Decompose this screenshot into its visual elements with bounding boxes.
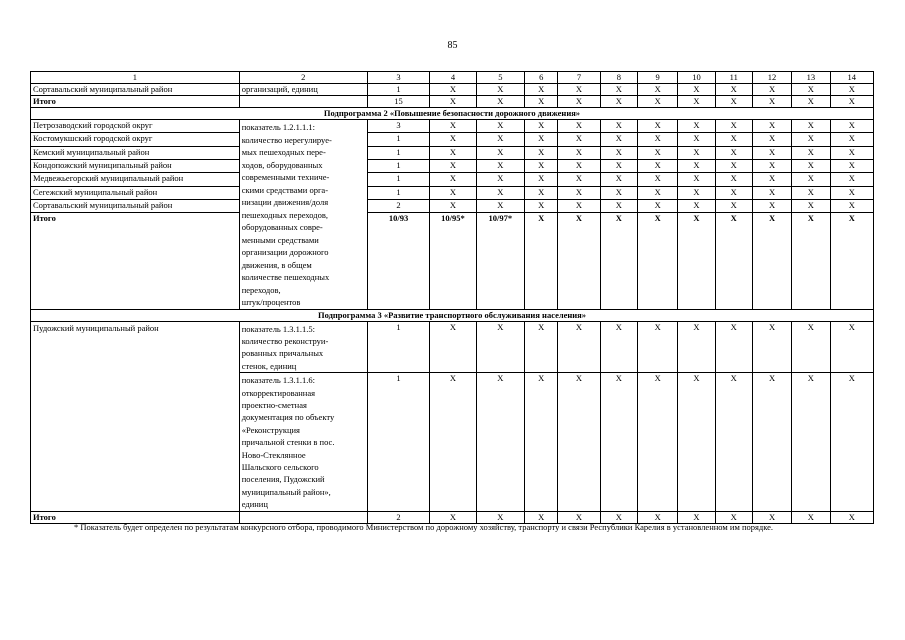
value-cell: X xyxy=(600,373,637,512)
value-cell: X xyxy=(430,186,476,199)
footnote: * Показатель будет определен по результатам конкурсного отбора, проводимого Министерством по дорожному хозяйству, транспорту и связи Республики Карелия в установленном им порядке. xyxy=(74,522,774,532)
indicator-line: современными техниче- xyxy=(241,172,330,182)
value-cell: X xyxy=(525,199,558,212)
value-cell: X xyxy=(752,512,791,524)
value-cell: X xyxy=(637,133,677,146)
value-cell: X xyxy=(525,96,558,108)
value-cell: X xyxy=(715,373,752,512)
value-cell: X xyxy=(792,84,830,96)
municipality-name: Сортавальский муниципальный район xyxy=(31,199,240,212)
indicator-line: скими средствами орга- xyxy=(241,184,329,195)
page-number: 85 xyxy=(447,40,458,51)
column-number: 9 xyxy=(637,72,677,84)
indicator-line: ходов, оборудованных xyxy=(241,159,323,170)
value-cell: X xyxy=(525,159,558,172)
municipality-name: Костомукшский городской округ xyxy=(31,133,240,146)
indicator-line: единиц xyxy=(241,499,268,510)
column-number: 14 xyxy=(830,72,873,84)
value-cell: X xyxy=(792,199,830,212)
municipality-name: Сегежский муниципальный район xyxy=(31,186,240,199)
value-cell: X xyxy=(830,120,873,133)
column-number: 5 xyxy=(476,72,524,84)
value-cell: X xyxy=(637,199,677,212)
indicator-line: количестве пешеходных xyxy=(241,272,330,282)
indicator-line: стенок, единиц xyxy=(241,360,297,371)
value-cell: X xyxy=(830,512,873,524)
value-cell: X xyxy=(752,173,791,186)
value-cell: X xyxy=(792,146,830,159)
value-cell: X xyxy=(558,159,600,172)
value-cell: X xyxy=(558,146,600,159)
value-cell: X xyxy=(830,373,873,512)
municipality-name: Петрозаводский городской округ xyxy=(31,120,240,133)
value-cell: X xyxy=(430,321,476,373)
value-cell: X xyxy=(678,146,715,159)
value-cell: X xyxy=(715,120,752,133)
value-cell: X xyxy=(600,213,637,309)
value-cell: X xyxy=(525,133,558,146)
value-cell: X xyxy=(558,84,600,96)
table-row xyxy=(31,108,874,120)
value-cell: X xyxy=(792,321,830,373)
value-cell: X xyxy=(558,96,600,108)
value-cell: X xyxy=(715,186,752,199)
value-cell: X xyxy=(430,146,476,159)
value-cell: X xyxy=(637,186,677,199)
indicator-text xyxy=(239,321,367,373)
indicator-text xyxy=(239,120,367,310)
value-cell: X xyxy=(830,213,873,309)
value-cell: X xyxy=(525,84,558,96)
value-cell: X xyxy=(637,213,677,309)
indicator-text xyxy=(239,373,367,512)
value-cell: X xyxy=(430,120,476,133)
value-cell: X xyxy=(752,159,791,172)
value-cell: X xyxy=(430,133,476,146)
indicator-line: количество реконструи- xyxy=(241,335,329,346)
value-cell: X xyxy=(476,373,524,512)
table-row xyxy=(31,72,874,84)
indicator-line: количество нерегулируе- xyxy=(241,134,332,145)
municipality-name: Сортавальский муниципальный район xyxy=(31,84,240,96)
value-cell: X xyxy=(678,321,715,373)
municipality-name: Медвежьегорский муниципальный район xyxy=(31,173,240,186)
indicator-line: организации дорожного xyxy=(241,247,329,257)
column-number: 1 xyxy=(31,72,240,84)
value-cell: X xyxy=(558,321,600,373)
total-label: Итого xyxy=(31,96,240,108)
value-cell: X xyxy=(600,199,637,212)
value-cell: X xyxy=(715,512,752,524)
value-cell: X xyxy=(637,96,677,108)
value-cell: X xyxy=(525,120,558,133)
value-cell: X xyxy=(678,159,715,172)
indicator-line: «Реконструкция xyxy=(241,424,300,435)
value-cell: X xyxy=(792,373,830,512)
value-cell: X xyxy=(715,213,752,309)
value-cell: X xyxy=(558,133,600,146)
value-cell: X xyxy=(558,373,600,512)
indicator-line: проектно-сметная xyxy=(241,399,307,410)
indicator-line: показатель 1.3.1.1.5: xyxy=(241,323,316,334)
column-number: 13 xyxy=(792,72,830,84)
value-cell: X xyxy=(476,159,524,172)
table-row xyxy=(31,186,874,199)
municipality-name: Кондопожский муниципальный район xyxy=(31,159,240,172)
column-number: 8 xyxy=(600,72,637,84)
value-cell: X xyxy=(600,159,637,172)
value-cell: X xyxy=(752,96,791,108)
value-cell: X xyxy=(678,199,715,212)
value-cell: X xyxy=(430,159,476,172)
value-cell: X xyxy=(715,96,752,108)
value-cell: X xyxy=(558,512,600,524)
value-cell: X xyxy=(715,321,752,373)
value-cell: X xyxy=(678,84,715,96)
municipality-name: Кемский муниципальный район xyxy=(31,146,240,159)
value-cell: X xyxy=(752,186,791,199)
value-cell: X xyxy=(525,213,558,309)
value-cell: X xyxy=(678,173,715,186)
value-cell: X xyxy=(715,133,752,146)
value-cell: X xyxy=(525,512,558,524)
value-cell: X xyxy=(715,173,752,186)
municipality-name: Пудожский муниципальный район xyxy=(31,321,240,512)
value-cell: X xyxy=(715,84,752,96)
value-cell: X xyxy=(476,199,524,212)
indicator-line: документация по объекту xyxy=(241,412,335,423)
value-cell: X xyxy=(678,213,715,309)
indicator-line: рованных причальных xyxy=(241,348,324,359)
value-cell: X xyxy=(792,159,830,172)
value-cell: 2 xyxy=(367,199,430,212)
value-cell: X xyxy=(476,512,524,524)
value-cell: X xyxy=(752,133,791,146)
value-cell: X xyxy=(637,321,677,373)
value-cell: X xyxy=(476,120,524,133)
value-cell: X xyxy=(678,512,715,524)
value-cell: X xyxy=(792,96,830,108)
value-cell: X xyxy=(637,146,677,159)
indicator-line: Шальского сельского xyxy=(241,461,319,472)
value-cell: X xyxy=(678,186,715,199)
indicator-line: штук/процентов xyxy=(241,297,301,307)
value-cell: X xyxy=(678,96,715,108)
value-cell: 2 xyxy=(367,512,430,524)
value-cell: X xyxy=(600,84,637,96)
value-cell: 1 xyxy=(367,133,430,146)
value-cell: X xyxy=(600,146,637,159)
value-cell: X xyxy=(637,84,677,96)
value-cell: X xyxy=(600,321,637,373)
indicator-line: движения, в общем xyxy=(241,259,312,270)
value-cell: X xyxy=(476,146,524,159)
value-cell: X xyxy=(830,321,873,373)
column-number: 3 xyxy=(367,72,430,84)
indicator-line: пешеходных переходов, xyxy=(241,209,329,220)
value-cell: X xyxy=(637,120,677,133)
value-cell: X xyxy=(558,199,600,212)
value-cell: 1 xyxy=(367,84,430,96)
value-cell: X xyxy=(476,173,524,186)
value-cell: X xyxy=(600,133,637,146)
table-row xyxy=(31,133,874,146)
value-cell: X xyxy=(830,186,873,199)
value-cell: X xyxy=(792,512,830,524)
column-number: 6 xyxy=(525,72,558,84)
value-cell: X xyxy=(476,133,524,146)
table-row xyxy=(31,84,874,96)
indicator-line: поселения, Пудожский xyxy=(241,474,325,485)
column-number: 11 xyxy=(715,72,752,84)
value-cell: X xyxy=(715,199,752,212)
table-row xyxy=(31,309,874,321)
column-number: 7 xyxy=(558,72,600,84)
value-cell: X xyxy=(637,373,677,512)
value-cell: X xyxy=(678,120,715,133)
value-cell: X xyxy=(430,84,476,96)
value-cell: X xyxy=(752,120,791,133)
value-cell: X xyxy=(752,84,791,96)
value-cell: X xyxy=(558,173,600,186)
indicator-line: показатель 1.2.1.1.1: xyxy=(241,122,316,132)
value-cell: X xyxy=(792,120,830,133)
value-cell: X xyxy=(637,159,677,172)
value-cell: X xyxy=(476,96,524,108)
table-row xyxy=(31,199,874,212)
column-number: 2 xyxy=(239,72,367,84)
value-cell: X xyxy=(830,96,873,108)
value-cell: X xyxy=(715,146,752,159)
value-cell: X xyxy=(558,120,600,133)
total-label: Итого xyxy=(31,512,240,524)
indicator-line: менными средствами xyxy=(241,234,319,245)
value-cell: 1 xyxy=(367,186,430,199)
value-cell: X xyxy=(525,186,558,199)
value-cell: X xyxy=(525,146,558,159)
value-cell: 15 xyxy=(367,96,430,108)
value-cell: 1 xyxy=(367,146,430,159)
value-cell: X xyxy=(558,213,600,309)
value-cell: 1 xyxy=(367,373,430,512)
value-cell: X xyxy=(792,186,830,199)
value-cell: X xyxy=(792,133,830,146)
value-cell: 1 xyxy=(367,159,430,172)
section-title: Подпрограмма 3 «Развитие транспортного обслуживания населения» xyxy=(31,309,874,321)
value-cell: X xyxy=(752,373,791,512)
column-number: 12 xyxy=(752,72,791,84)
table-row xyxy=(31,96,874,108)
value-cell: X xyxy=(715,159,752,172)
value-cell: X xyxy=(792,213,830,309)
value-cell: X xyxy=(830,133,873,146)
value-cell: X xyxy=(830,159,873,172)
indicator-line: муниципальный район», xyxy=(241,486,331,497)
value-cell: X xyxy=(752,199,791,212)
value-cell: X xyxy=(430,96,476,108)
table-row xyxy=(31,159,874,172)
value-cell: 1 xyxy=(367,321,430,373)
value-cell: 10/95* xyxy=(430,213,476,309)
value-cell: X xyxy=(430,512,476,524)
indicator-line: мых пешеходных пере- xyxy=(241,147,326,157)
indicator-text: организаций, единиц xyxy=(239,84,367,96)
value-cell: X xyxy=(792,173,830,186)
value-cell: X xyxy=(430,373,476,512)
value-cell: X xyxy=(600,120,637,133)
table-row xyxy=(31,120,874,133)
value-cell: X xyxy=(678,373,715,512)
value-cell: X xyxy=(637,173,677,186)
indicator-line: оборудованных совре- xyxy=(241,222,323,232)
value-cell: 1 xyxy=(367,173,430,186)
indicator-line: показатель 1.3.1.1.6: xyxy=(241,375,316,386)
value-cell: X xyxy=(476,321,524,373)
table-row xyxy=(31,146,874,159)
value-cell: X xyxy=(830,199,873,212)
value-cell: 10/93 xyxy=(367,213,430,309)
value-cell: X xyxy=(637,512,677,524)
value-cell: 3 xyxy=(367,120,430,133)
empty-cell xyxy=(239,96,367,108)
value-cell: X xyxy=(752,321,791,373)
value-cell: X xyxy=(752,213,791,309)
table-row xyxy=(31,173,874,186)
value-cell: X xyxy=(525,173,558,186)
value-cell: X xyxy=(476,186,524,199)
value-cell: X xyxy=(830,84,873,96)
indicator-line: низации движения/доля xyxy=(241,197,329,207)
value-cell: X xyxy=(476,84,524,96)
value-cell: X xyxy=(600,512,637,524)
value-cell: X xyxy=(558,186,600,199)
table-row xyxy=(31,213,874,309)
value-cell: X xyxy=(830,146,873,159)
section-title: Подпрограмма 2 «Повышение безопасности дорожного движения» xyxy=(31,108,874,120)
value-cell: X xyxy=(525,321,558,373)
value-cell: X xyxy=(600,96,637,108)
value-cell: X xyxy=(430,199,476,212)
indicator-line: причальной стенки в пос. xyxy=(241,437,335,448)
value-cell: X xyxy=(752,146,791,159)
indicator-line: откорректированная xyxy=(241,387,316,398)
value-cell: X xyxy=(600,186,637,199)
value-cell: X xyxy=(678,133,715,146)
indicator-line: переходов, xyxy=(241,284,281,295)
indicator-table xyxy=(30,71,874,524)
indicator-line: Ново-Стеклянное xyxy=(241,449,306,460)
table-row xyxy=(31,321,874,373)
value-cell: X xyxy=(525,373,558,512)
value-cell: X xyxy=(430,173,476,186)
total-label: Итого xyxy=(31,213,240,309)
column-number: 4 xyxy=(430,72,476,84)
column-number: 10 xyxy=(678,72,715,84)
value-cell: X xyxy=(830,173,873,186)
value-cell: 10/97* xyxy=(476,213,524,309)
value-cell: X xyxy=(600,173,637,186)
